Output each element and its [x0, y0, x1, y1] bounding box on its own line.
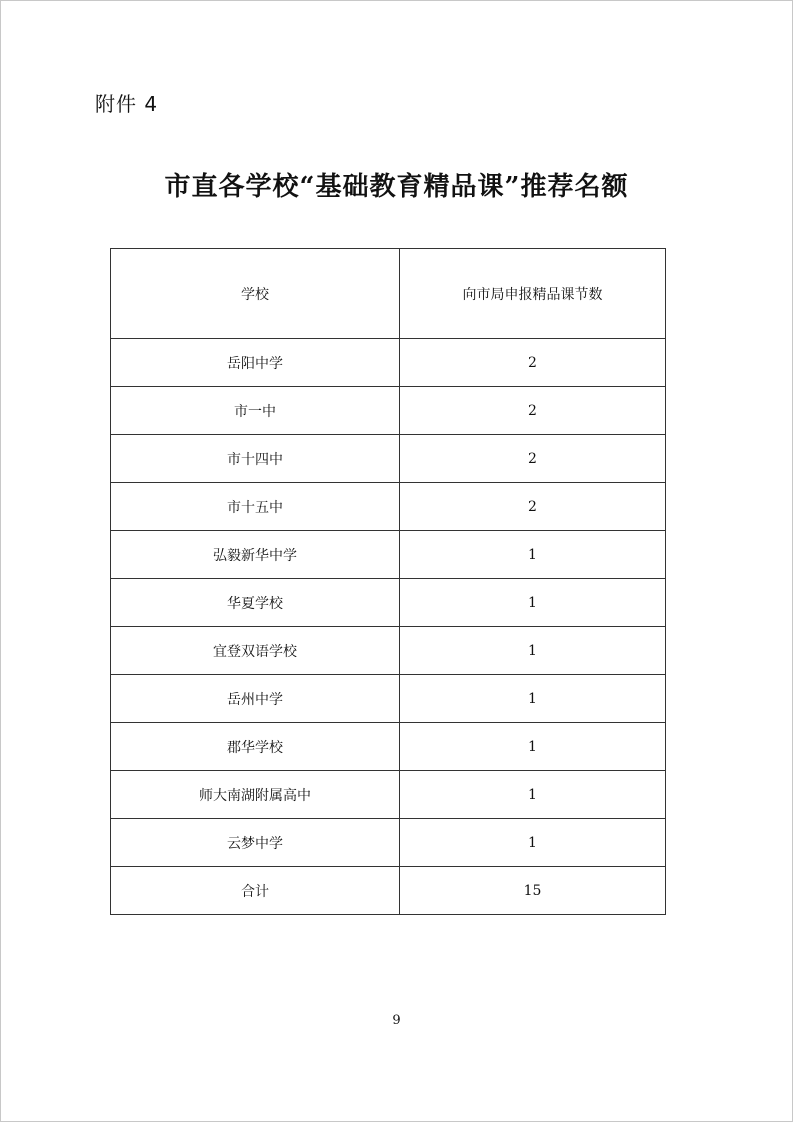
table-row	[111, 531, 666, 579]
table-row	[111, 771, 666, 819]
school-name: 市一中	[111, 387, 400, 435]
course-count: 1	[400, 771, 666, 819]
school-name: 市十四中	[111, 435, 400, 483]
document-title: 市直各学校“基础教育精品课”推荐名额	[164, 172, 629, 202]
table-row	[111, 819, 666, 867]
table-row	[111, 627, 666, 675]
course-count: 1	[400, 627, 666, 675]
course-count: 2	[400, 339, 666, 387]
attachment-label: 附件 4	[95, 92, 159, 116]
school-name: 宜登双语学校	[111, 627, 400, 675]
school-name: 华夏学校	[111, 579, 400, 627]
header-school: 学校	[111, 249, 400, 339]
course-count: 1	[400, 531, 666, 579]
course-count: 1	[400, 819, 666, 867]
table-header-row	[111, 249, 666, 339]
table-row	[111, 723, 666, 771]
quota-table	[110, 248, 666, 915]
course-count: 2	[400, 435, 666, 483]
school-name: 市十五中	[111, 483, 400, 531]
course-count: 1	[400, 675, 666, 723]
table-row	[111, 387, 666, 435]
school-name: 云梦中学	[111, 819, 400, 867]
table-row	[111, 579, 666, 627]
table-row	[111, 483, 666, 531]
school-name: 岳阳中学	[111, 339, 400, 387]
course-count: 2	[400, 387, 666, 435]
total-count: 15	[400, 867, 666, 915]
course-count: 2	[400, 483, 666, 531]
course-count: 1	[400, 579, 666, 627]
table-total-row	[111, 867, 666, 915]
page-number: 9	[392, 1013, 401, 1028]
school-name: 岳州中学	[111, 675, 400, 723]
school-name: 郡华学校	[111, 723, 400, 771]
course-count: 1	[400, 723, 666, 771]
school-name: 师大南湖附属高中	[111, 771, 400, 819]
school-name: 弘毅新华中学	[111, 531, 400, 579]
table-row	[111, 435, 666, 483]
total-label: 合计	[111, 867, 400, 915]
header-course-count: 向市局申报精品课节数	[400, 249, 666, 339]
table-row	[111, 339, 666, 387]
table-row	[111, 675, 666, 723]
